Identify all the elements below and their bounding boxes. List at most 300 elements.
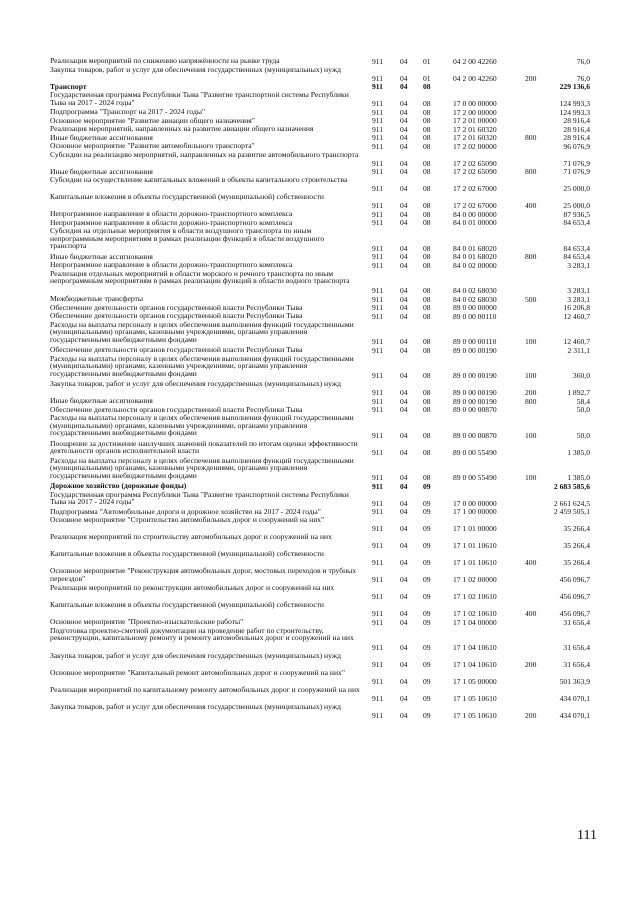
name-cell: Дорожное хозяйство (дорожные фонды) (50, 481, 187, 490)
name-cell: Подпрограмма "Автомобильные дороги и дорожное хозяйство на 2017 - 2024 годы" (50, 506, 321, 516)
subsection-code-cell: 08 (423, 116, 431, 126)
amount-cell: 84 653,4 (563, 243, 590, 253)
expense-type-cell: 200 (525, 711, 537, 721)
admin-code-cell: 911 (372, 371, 384, 381)
amount-cell: 1 892,7 (567, 388, 590, 398)
subsection-code-cell: 08 (423, 252, 431, 262)
subsection-code-cell: 01 (423, 73, 431, 83)
amount-cell: 1 385,0 (567, 447, 590, 457)
admin-code-cell: 911 (372, 116, 384, 126)
target-article-cell: 17 1 04 00000 (453, 617, 497, 627)
subsection-code-cell: 09 (423, 524, 431, 534)
name-cell: Закупка товаров, работ и услуг для обеспечения государственных (муниципальных) нужд (50, 64, 341, 74)
admin-code-cell: 911 (372, 524, 384, 534)
name-cell: Закупка товаров, работ и услуг для обеспечения государственных (муниципальных) нужд (50, 379, 341, 388)
name-cell: Реализация мероприятий по реконструкции автомобильных дорог и сооружений на них (50, 583, 335, 592)
table-row (50, 516, 590, 533)
section-code-cell: 04 (400, 447, 408, 457)
section-code-cell: 04 (400, 337, 408, 347)
amount-cell: 50,0 (576, 430, 590, 440)
name-cell: Подпрограмма "Транспорт на 2017 - 2024 годы" (50, 107, 206, 116)
amount-cell: 35 266,4 (563, 558, 590, 568)
subsection-code-cell: 09 (423, 643, 431, 653)
target-article-cell: 89 0 00 00110 (453, 311, 497, 321)
subsection-code-cell: 08 (423, 311, 431, 321)
amount-cell: 501 363,9 (559, 677, 590, 687)
expense-type-cell: 100 (525, 337, 537, 347)
name-cell: Субсидии на реализацию мероприятий, направленных на развитие автомобильного транспорта (50, 149, 359, 159)
target-article-cell: 17 1 01 00000 (453, 524, 497, 534)
name-cell: Иные бюджетные ассигнования (50, 166, 153, 176)
subsection-code-cell: 09 (423, 541, 431, 551)
target-article-cell: 17 2 02 00000 (453, 141, 497, 151)
expense-type-cell: 800 (525, 133, 537, 143)
target-article-cell: 17 0 00 00000 (453, 498, 497, 508)
subsection-code-cell: 08 (423, 201, 431, 211)
subsection-code-cell: 08 (423, 447, 431, 457)
target-article-cell: 17 1 02 10610 (453, 609, 497, 619)
subsection-code-cell: 09 (423, 609, 431, 619)
admin-code-cell: 911 (372, 694, 384, 704)
name-cell: Основное мероприятие "Капитальный ремонт автомобильных дорог и сооружений на них" (50, 668, 345, 677)
subsection-code-cell: 09 (423, 660, 431, 670)
amount-cell: 456 096,7 (559, 609, 590, 619)
section-code-cell: 04 (400, 260, 408, 270)
admin-code-cell: 911 (372, 303, 384, 313)
subsection-code-cell: 01 (423, 56, 431, 66)
section-code-cell: 04 (400, 507, 408, 517)
section-code-cell: 04 (400, 141, 408, 151)
name-cell: Обеспечение деятельности органов государственной власти Республики Тыва (50, 404, 303, 414)
name-cell: Реализация мероприятий по снижению напряжённости на рынке труда (50, 56, 280, 65)
expense-type-cell: 800 (525, 396, 537, 406)
amount-cell: 28 916,4 (563, 124, 590, 134)
table-row (50, 414, 590, 440)
target-article-cell: 17 1 05 10610 (453, 711, 497, 721)
admin-code-cell: 911 (372, 609, 384, 619)
subsection-code-cell: 09 (423, 558, 431, 568)
admin-code-cell: 911 (372, 575, 384, 585)
section-code-cell: 04 (400, 243, 408, 253)
name-cell: Непрограммное направление в области дорожно-транспортного комплекса (50, 260, 293, 269)
admin-code-cell: 911 (372, 677, 384, 687)
table-row (50, 380, 590, 397)
amount-cell: 360,0 (572, 371, 590, 381)
name-cell: Непрограммное направление в области дорожно-транспортного комплекса (50, 209, 293, 218)
amount-cell: 84 653,4 (563, 218, 590, 228)
section-code-cell: 04 (400, 294, 408, 304)
amount-cell: 3 283,1 (567, 286, 590, 296)
table-row (50, 355, 590, 381)
admin-code-cell: 911 (372, 56, 384, 66)
amount-cell: 124 993,3 (559, 107, 590, 117)
subsection-code-cell: 08 (423, 209, 431, 219)
amount-cell: 31 656,4 (563, 643, 590, 653)
target-article-cell: 89 0 00 00190 (453, 345, 497, 355)
name-cell: Расходы на выплаты персоналу в целях обеспечения выполнения функций государственными (муниципальными) органами, казенными учреждениями, органами управления государственными внебюджетными фондами (50, 353, 354, 378)
target-article-cell: 17 2 01 60320 (453, 133, 497, 143)
target-article-cell: 89 0 00 00870 (453, 405, 497, 415)
amount-cell: 71 076,9 (563, 158, 590, 168)
amount-cell: 3 283,1 (567, 260, 590, 270)
section-code-cell: 04 (400, 107, 408, 117)
expense-type-cell: 400 (525, 201, 537, 211)
section-code-cell: 04 (400, 694, 408, 704)
target-article-cell: 04 2 00 42260 (453, 56, 497, 66)
section-code-cell: 04 (400, 286, 408, 296)
name-cell: Поощрение за достижение наилучших значений показателей по итогам оценки эффективности деятельности органов исполнительной власти (50, 438, 358, 456)
admin-code-cell: 911 (372, 345, 384, 355)
admin-code-cell: 911 (372, 447, 384, 457)
admin-code-cell: 911 (372, 498, 384, 508)
amount-cell: 434 070,1 (559, 711, 590, 721)
admin-code-cell: 911 (372, 133, 384, 143)
admin-code-cell: 911 (372, 592, 384, 602)
amount-cell: 31 656,4 (563, 617, 590, 627)
admin-code-cell: 911 (372, 405, 384, 415)
subsection-code-cell: 08 (423, 184, 431, 194)
subsection-code-cell: 08 (423, 141, 431, 151)
section-code-cell: 04 (400, 133, 408, 143)
subsection-code-cell: 08 (423, 260, 431, 270)
table-row (50, 193, 590, 210)
expense-type-cell: 200 (525, 660, 537, 670)
admin-code-cell: 911 (372, 260, 384, 270)
name-cell: Капитальные вложения в объекты государственной (муниципальной) собственности (50, 549, 324, 558)
subsection-code-cell: 09 (423, 617, 431, 627)
section-code-cell: 04 (400, 592, 408, 602)
name-cell: Подготовка проектно-сметной документации на проведение работ по строительству, реконструкции, капитальному ремонту и ремонту автомобильных дорог и сооружений на них (50, 625, 354, 643)
name-cell: Межбюджетные трансферты (50, 294, 143, 303)
amount-cell: 50,0 (576, 405, 590, 415)
target-article-cell: 84 0 02 68030 (453, 294, 497, 304)
name-cell: Капитальные вложения в объекты государственной (муниципальной) собственности (50, 600, 324, 609)
admin-code-cell: 911 (372, 73, 384, 83)
admin-code-cell: 911 (372, 541, 384, 551)
subsection-code-cell: 08 (423, 82, 431, 92)
table-row (50, 227, 590, 253)
target-article-cell: 17 1 01 10610 (453, 558, 497, 568)
subsection-code-cell: 08 (423, 124, 431, 134)
name-cell: Иные бюджетные ассигнования (50, 132, 153, 142)
target-article-cell: 17 1 04 10610 (453, 660, 497, 670)
admin-code-cell: 911 (372, 660, 384, 670)
admin-code-cell: 911 (372, 82, 383, 92)
name-cell: Основное мероприятие "Проектно-изыскательские работы" (50, 617, 244, 626)
section-code-cell: 04 (400, 201, 408, 211)
target-article-cell: 84 0 00 00000 (453, 209, 497, 219)
target-article-cell: 17 0 00 00000 (453, 99, 497, 109)
table-row (50, 627, 590, 653)
name-cell: Транспорт (50, 81, 87, 91)
table-row (50, 533, 590, 550)
name-cell: Государственная программа Республики Тыва "Развитие транспортной системы Республики Тыва на 2017 - 2024 годы" (50, 90, 349, 107)
name-cell: Обеспечение деятельности органов государственной власти Республики Тыва (50, 311, 303, 320)
name-cell: Субсидия на отдельные мероприятия в области воздушного транспорта по иным непрограммным мероприятиям в рамках реализации функций в области воздушного транспорта (50, 226, 325, 251)
amount-cell: 28 916,4 (563, 116, 590, 126)
subsection-code-cell: 08 (423, 294, 431, 304)
amount-cell: 28 916,4 (563, 133, 590, 143)
name-cell: Реализация отдельных мероприятий в области морского и речного транспорта по иным непрограммным мероприятиям в рамках реализации функций в области водного транспорта (50, 268, 350, 286)
name-cell: Субсидии на осуществление капитальных вложений в объекты капитального строительства (50, 175, 348, 184)
subsection-code-cell: 09 (423, 507, 431, 517)
admin-code-cell: 911 (372, 184, 384, 194)
section-code-cell: 04 (400, 209, 408, 219)
section-code-cell: 04 (400, 498, 408, 508)
subsection-code-cell: 08 (423, 303, 431, 313)
section-code-cell: 04 (400, 99, 408, 109)
name-cell: Расходы на выплаты персоналу в целях обеспечения выполнения функций государственными (муниципальными) органами, казенными учреждениями, органами управления государственными внебюджетными фондами (50, 455, 354, 480)
amount-cell: 12 460,7 (563, 311, 590, 321)
target-article-cell: 17 1 01 10610 (453, 541, 497, 551)
subsection-code-cell: 09 (423, 481, 431, 491)
name-cell: Иные бюджетные ассигнования (50, 251, 153, 261)
expense-type-cell: 500 (525, 294, 537, 304)
name-cell: Иные бюджетные ассигнования (50, 396, 153, 405)
name-cell: Закупка товаров, работ и услуг для обеспечения государственных (муниципальных) нужд (50, 651, 341, 660)
name-cell: Капитальные вложения в объекты государственной (муниципальной) собственности (50, 192, 324, 201)
subsection-code-cell: 08 (423, 286, 431, 296)
expense-type-cell: 100 (525, 473, 537, 483)
name-cell: Непрограммное направление в области дорожно-транспортного комплекса (50, 217, 293, 227)
section-code-cell: 04 (400, 643, 408, 653)
section-code-cell: 04 (400, 218, 408, 228)
subsection-code-cell: 08 (423, 133, 431, 143)
amount-cell: 16 206,8 (563, 303, 590, 313)
table-row (50, 321, 590, 347)
amount-cell: 1 385,0 (567, 473, 590, 483)
admin-code-cell: 911 (372, 243, 384, 253)
section-code-cell: 04 (400, 541, 408, 551)
target-article-cell: 17 2 00 00000 (453, 107, 497, 117)
name-cell: Основное мероприятие "Реконструкция автомобильных дорог, мостовых переходов и трубных переездов" (50, 566, 357, 583)
section-code-cell: 04 (400, 430, 408, 440)
section-code-cell: 04 (400, 311, 408, 321)
section-code-cell: 04 (400, 660, 408, 670)
target-article-cell: 89 0 00 55490 (453, 447, 497, 457)
section-code-cell: 04 (400, 396, 408, 406)
table-row (50, 457, 590, 483)
subsection-code-cell: 08 (423, 430, 431, 440)
section-code-cell: 04 (400, 481, 408, 491)
amount-cell: 84 653,4 (563, 252, 590, 262)
table-row (50, 176, 590, 193)
name-cell: Государственная программа Республики Тыва "Развитие транспортной системы Республики Тыва на 2017 - 2024 годы" (50, 489, 349, 507)
section-code-cell: 04 (400, 677, 408, 687)
target-article-cell: 17 1 04 10610 (453, 643, 497, 653)
subsection-code-cell: 09 (423, 592, 431, 602)
target-article-cell: 17 2 02 65090 (453, 167, 497, 177)
admin-code-cell: 911 (372, 311, 384, 321)
target-article-cell: 89 0 00 00190 (453, 388, 497, 398)
admin-code-cell: 911 (372, 643, 384, 653)
section-code-cell: 04 (400, 473, 408, 483)
target-article-cell: 89 0 00 00000 (453, 303, 497, 313)
section-code-cell: 04 (400, 371, 408, 381)
subsection-code-cell: 08 (423, 405, 431, 415)
subsection-code-cell: 08 (423, 243, 431, 253)
amount-cell: 2 459 505,1 (553, 507, 590, 517)
table-row (50, 567, 590, 584)
section-code-cell: 04 (400, 56, 408, 66)
section-code-cell: 04 (400, 158, 408, 168)
admin-code-cell: 911 (372, 473, 384, 483)
amount-cell: 35 266,4 (563, 541, 590, 551)
expense-type-cell: 400 (525, 558, 537, 568)
page-number: 111 (577, 828, 597, 843)
admin-code-cell: 911 (372, 558, 384, 568)
subsection-code-cell: 08 (423, 158, 431, 168)
target-article-cell: 17 1 02 10610 (453, 592, 497, 602)
expense-type-cell: 100 (525, 371, 537, 381)
name-cell: Реализация мероприятий по капитальному ремонту автомобильных дорог и сооружений на них (50, 685, 360, 694)
amount-cell: 35 266,4 (563, 524, 590, 534)
subsection-code-cell: 08 (423, 107, 431, 117)
section-code-cell: 04 (400, 345, 408, 355)
section-code-cell: 04 (400, 82, 408, 92)
expense-type-cell: 100 (525, 430, 537, 440)
admin-code-cell: 911 (372, 617, 384, 627)
target-article-cell: 04 2 00 42260 (453, 73, 497, 83)
admin-code-cell: 911 (372, 252, 384, 262)
target-article-cell: 84 0 02 68030 (453, 286, 497, 296)
admin-code-cell: 911 (372, 201, 384, 211)
admin-code-cell: 911 (372, 124, 384, 134)
amount-cell: 25 000,0 (563, 184, 590, 194)
target-article-cell: 84 0 01 00000 (453, 218, 497, 228)
amount-cell: 124 993,3 (559, 99, 590, 109)
admin-code-cell: 911 (372, 286, 384, 296)
name-cell: Закупка товаров, работ и услуг для обеспечения государственных (муниципальных) нужд (50, 702, 341, 711)
target-article-cell: 84 0 01 68020 (453, 252, 497, 262)
name-cell: Основное мероприятие "Развитие автомобильного транспорта" (50, 141, 255, 150)
subsection-code-cell: 09 (423, 711, 431, 721)
section-code-cell: 04 (400, 252, 408, 262)
budget-table (50, 57, 590, 720)
amount-cell: 25 000,0 (563, 201, 590, 211)
target-article-cell: 17 1 05 10610 (453, 694, 497, 704)
table-row (50, 652, 590, 669)
subsection-code-cell: 09 (423, 677, 431, 687)
amount-cell: 58,4 (576, 396, 590, 406)
subsection-code-cell: 08 (423, 371, 431, 381)
section-code-cell: 04 (400, 116, 408, 126)
amount-cell: 456 096,7 (559, 575, 590, 585)
expense-type-cell: 400 (525, 609, 537, 619)
target-article-cell: 17 1 00 00000 (453, 507, 497, 517)
section-code-cell: 04 (400, 711, 408, 721)
admin-code-cell: 911 (372, 396, 384, 406)
table-row (50, 440, 590, 457)
target-article-cell: 17 2 02 65090 (453, 158, 497, 168)
section-code-cell: 04 (400, 167, 408, 177)
target-article-cell: 89 0 00 00190 (453, 371, 497, 381)
admin-code-cell: 911 (372, 158, 384, 168)
admin-code-cell: 911 (372, 167, 384, 177)
section-code-cell: 04 (400, 73, 408, 83)
table-row (50, 151, 590, 168)
expense-type-cell: 800 (525, 167, 537, 177)
admin-code-cell: 911 (372, 430, 384, 440)
expense-type-cell: 200 (525, 388, 537, 398)
section-code-cell: 04 (400, 524, 408, 534)
amount-cell: 434 070,1 (559, 694, 590, 704)
subsection-code-cell: 08 (423, 396, 431, 406)
name-cell: Расходы на выплаты персоналу в целях обеспечения выполнения функций государственными (муниципальными) органами, казенными учреждениями, органами управления государственными внебюджетными фондами (50, 319, 354, 344)
admin-code-cell: 911 (372, 711, 384, 721)
amount-cell: 229 136,6 (559, 82, 590, 92)
table-row (50, 669, 590, 686)
admin-code-cell: 911 (372, 294, 384, 304)
subsection-code-cell: 08 (423, 218, 431, 228)
target-article-cell: 89 0 00 00110 (453, 337, 497, 347)
target-article-cell: 17 2 01 00000 (453, 116, 497, 126)
admin-code-cell: 911 (372, 337, 384, 347)
admin-code-cell: 911 (372, 107, 384, 117)
expense-type-cell: 200 (525, 73, 537, 83)
target-article-cell: 89 0 00 00190 (453, 396, 497, 406)
name-cell: Реализация мероприятий по строительству автомобильных дорог и сооружений на них (50, 532, 332, 541)
amount-cell: 96 076,9 (563, 141, 590, 151)
subsection-code-cell: 08 (423, 167, 431, 177)
section-code-cell: 04 (400, 575, 408, 585)
name-cell: Расходы на выплаты персоналу в целях обеспечения выполнения функций государственными (муниципальными) органами, казенными учреждениями, органами управления государственными внебюджетными фондами (50, 413, 354, 438)
name-cell: Основное мероприятие "Строительство автомобильных дорог и сооружений на них" (50, 515, 325, 524)
section-code-cell: 04 (400, 124, 408, 134)
amount-cell: 76,0 (576, 56, 590, 66)
section-code-cell: 04 (400, 558, 408, 568)
subsection-code-cell: 09 (423, 498, 431, 508)
amount-cell: 2 683 585,6 (553, 481, 590, 491)
name-cell: Основное мероприятие "Развитие авиации общего назначения" (50, 115, 255, 125)
target-article-cell: 89 0 00 55490 (453, 473, 497, 483)
subsection-code-cell: 08 (423, 388, 431, 398)
target-article-cell: 17 2 01 60320 (453, 124, 497, 134)
amount-cell: 2 661 624,5 (553, 498, 590, 508)
table-row (50, 703, 590, 720)
subsection-code-cell: 08 (423, 337, 431, 347)
target-article-cell: 17 1 02 00000 (453, 575, 497, 585)
subsection-code-cell: 08 (423, 99, 431, 109)
admin-code-cell: 911 (372, 507, 384, 517)
expense-type-cell: 800 (525, 252, 537, 262)
section-code-cell: 04 (400, 303, 408, 313)
admin-code-cell: 911 (372, 209, 384, 219)
amount-cell: 31 656,4 (563, 660, 590, 670)
name-cell: Обеспечение деятельности органов государственной власти Республики Тыва (50, 345, 303, 354)
section-code-cell: 04 (400, 609, 408, 619)
section-code-cell: 04 (400, 617, 408, 627)
target-article-cell: 17 1 05 00000 (453, 677, 497, 687)
admin-code-cell: 911 (372, 218, 384, 228)
admin-code-cell: 911 (372, 388, 384, 398)
table-row (50, 491, 590, 508)
subsection-code-cell: 09 (423, 575, 431, 585)
subsection-code-cell: 08 (423, 473, 431, 483)
amount-cell: 76,0 (576, 73, 590, 83)
amount-cell: 71 076,9 (563, 167, 590, 177)
target-article-cell: 89 0 00 00870 (453, 430, 497, 440)
section-code-cell: 04 (400, 388, 408, 398)
table-row (50, 270, 590, 296)
amount-cell: 87 936,5 (563, 209, 590, 219)
name-cell: Обеспечение деятельности органов государственной власти Республики Тыва (50, 302, 303, 312)
table-row (50, 66, 590, 83)
name-cell: Реализация мероприятий, направленных на развитие авиации общего назначения (50, 124, 314, 133)
section-code-cell: 04 (400, 184, 408, 194)
target-article-cell: 84 0 02 00000 (453, 260, 497, 270)
table-row (50, 601, 590, 618)
